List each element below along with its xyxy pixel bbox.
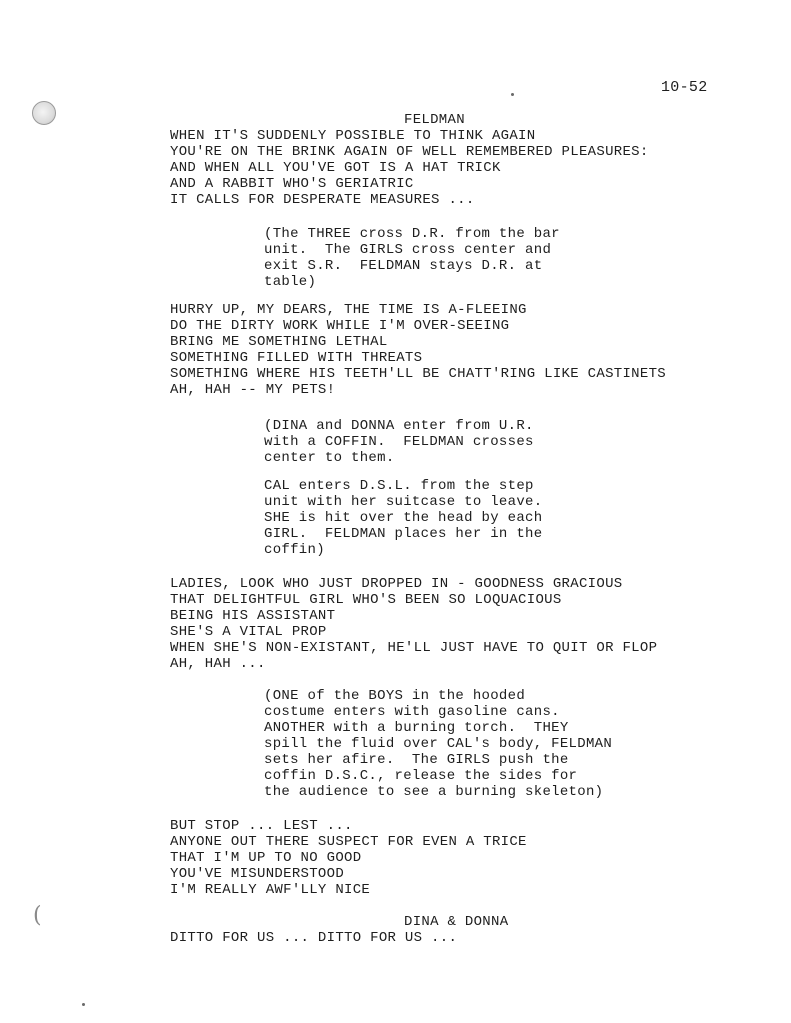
lyric-line: YOU'VE MISUNDERSTOOD	[170, 866, 345, 882]
lyric-line: AH, HAH -- MY PETS!	[170, 382, 336, 398]
lyric-line: AH, HAH ...	[170, 656, 266, 672]
lyric-line: DO THE DIRTY WORK WHILE I'M OVER-SEEING	[170, 318, 510, 334]
stage-direction-line: unit. The GIRLS cross center and	[264, 242, 552, 258]
stage-direction-line: center to them.	[264, 450, 395, 466]
stage-direction-line: GIRL. FELDMAN places her in the	[264, 526, 543, 542]
lyric-line: BUT STOP ... LEST ...	[170, 818, 353, 834]
stage-direction-line: (DINA and DONNA enter from U.R.	[264, 418, 534, 434]
lyric-line: AND WHEN ALL YOU'VE GOT IS A HAT TRICK	[170, 160, 501, 176]
lyric-line: HURRY UP, MY DEARS, THE TIME IS A-FLEEING	[170, 302, 527, 318]
page-number: 10-52	[661, 79, 708, 96]
lyric-line: SOMETHING WHERE HIS TEETH'LL BE CHATT'RING LIKE CASTINETS	[170, 366, 666, 382]
lyric-line: WHEN SHE'S NON-EXISTANT, HE'LL JUST HAVE TO QUIT OR FLOP	[170, 640, 658, 656]
stage-direction-line: sets her afire. The GIRLS push the	[264, 752, 569, 768]
lyric-line: BRING ME SOMETHING LETHAL	[170, 334, 388, 350]
stage-direction-line: table)	[264, 274, 317, 290]
stage-direction-line: the audience to see a burning skeleton)	[264, 784, 604, 800]
character-name: DINA & DONNA	[404, 914, 509, 930]
stage-direction-line: (ONE of the BOYS in the hooded	[264, 688, 526, 704]
binder-hole	[32, 101, 56, 125]
lyric-line: WHEN IT'S SUDDENLY POSSIBLE TO THINK AGAIN	[170, 128, 536, 144]
stage-direction-line: spill the fluid over CAL's body, FELDMAN	[264, 736, 613, 752]
stage-direction-line: coffin D.S.C., release the sides for	[264, 768, 578, 784]
lyric-line: YOU'RE ON THE BRINK AGAIN OF WELL REMEMBERED PLEASURES:	[170, 144, 649, 160]
stage-direction-line: exit S.R. FELDMAN stays D.R. at	[264, 258, 543, 274]
lyric-line: DITTO FOR US ... DITTO FOR US ...	[170, 930, 458, 946]
stage-direction-line: (The THREE cross D.R. from the bar	[264, 226, 560, 242]
margin-mark: (	[33, 903, 42, 928]
stage-direction-line: SHE is hit over the head by each	[264, 510, 543, 526]
lyric-line: LADIES, LOOK WHO JUST DROPPED IN - GOODNESS GRACIOUS	[170, 576, 623, 592]
lyric-line: ANYONE OUT THERE SUSPECT FOR EVEN A TRICE	[170, 834, 527, 850]
page-speck	[82, 1003, 85, 1006]
lyric-line: BEING HIS ASSISTANT	[170, 608, 336, 624]
page-speck	[511, 93, 514, 96]
stage-direction-line: coffin)	[264, 542, 325, 558]
stage-direction-line: costume enters with gasoline cans.	[264, 704, 560, 720]
lyric-line: I'M REALLY AWF'LLY NICE	[170, 882, 371, 898]
lyric-line: IT CALLS FOR DESPERATE MEASURES ...	[170, 192, 475, 208]
stage-direction-line: ANOTHER with a burning torch. THEY	[264, 720, 569, 736]
stage-direction-line: unit with her suitcase to leave.	[264, 494, 543, 510]
stage-direction-line: with a COFFIN. FELDMAN crosses	[264, 434, 534, 450]
lyric-line: AND A RABBIT WHO'S GERIATRIC	[170, 176, 414, 192]
lyric-line: THAT DELIGHTFUL GIRL WHO'S BEEN SO LOQUACIOUS	[170, 592, 562, 608]
character-name: FELDMAN	[404, 112, 465, 128]
stage-direction-line: CAL enters D.S.L. from the step	[264, 478, 534, 494]
lyric-line: THAT I'M UP TO NO GOOD	[170, 850, 362, 866]
lyric-line: SHE'S A VITAL PROP	[170, 624, 327, 640]
lyric-line: SOMETHING FILLED WITH THREATS	[170, 350, 423, 366]
